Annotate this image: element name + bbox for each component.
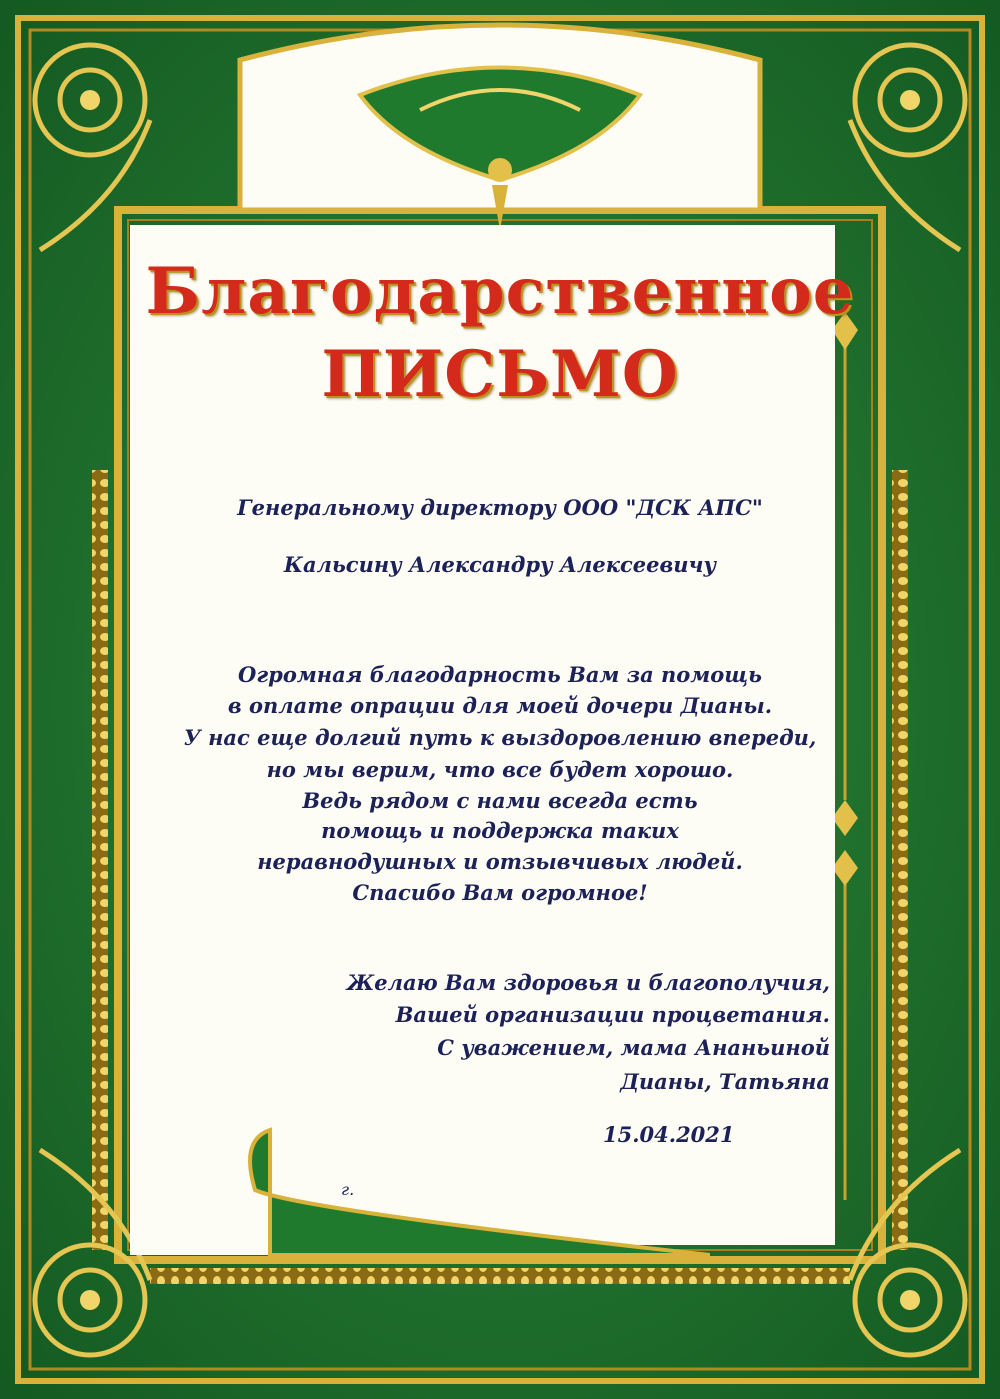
body-line: Ведь рядом с нами всегда есть <box>302 788 698 813</box>
signature-line: Дианы, Татьяна <box>620 1069 830 1094</box>
closing-line: Вашей организации процветания. <box>395 1002 830 1027</box>
letter-date: 15.04.2021 <box>603 1122 735 1147</box>
title-line-2: ПИСЬМО <box>321 337 679 412</box>
addressee-name: Кальсину Александру Алексеевичу <box>283 552 717 577</box>
addressee-position: Генеральному директору ООО "ДСК АПС" <box>237 495 763 520</box>
closing-line: Желаю Вам здоровья и благополучия, <box>346 970 830 995</box>
body-line: Огромная благодарность Вам за помощь <box>238 662 762 687</box>
title-line-1: Благодарственное <box>145 254 855 329</box>
body-line: Спасибо Вам огромное! <box>352 880 648 905</box>
body-line: в оплате опрации для моей дочери Дианы. <box>227 693 773 718</box>
closing-line: С уважением, мама Ананьиной <box>437 1035 830 1060</box>
body-line: У нас еще долгий путь к выздоровлению впереди, <box>183 725 817 750</box>
body-line: неравнодушных и отзывчивых людей. <box>257 849 743 874</box>
body-line: но мы верим, что все будет хорошо. <box>266 757 734 782</box>
city-mark: г. <box>341 1180 355 1199</box>
body-line: помощь и поддержка таких <box>321 818 679 843</box>
